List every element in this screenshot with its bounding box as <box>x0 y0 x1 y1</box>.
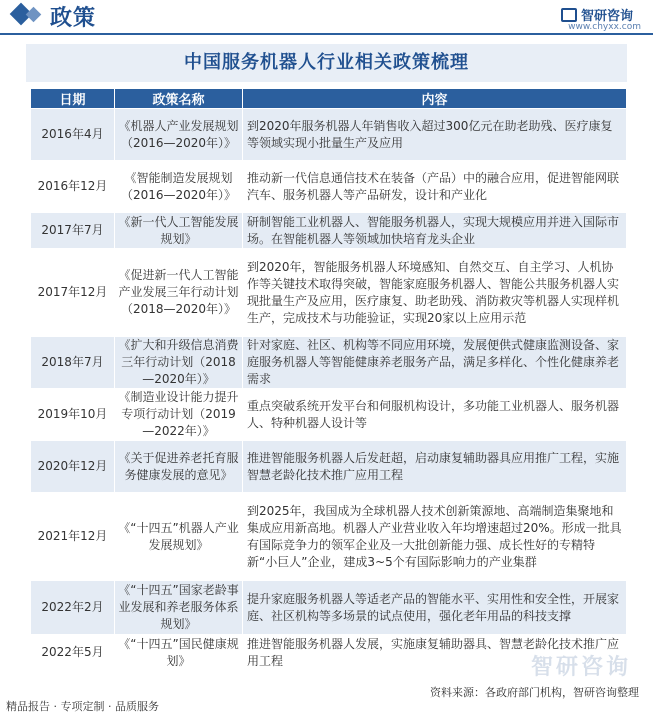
row-date: 2020年12月 <box>31 441 115 493</box>
row-policy-name: 《扩大和升级信息消费三年行动计划（2018—2020年）》 <box>115 337 243 389</box>
row-content: 提升家庭服务机器人等适老产品的智能水平、实用性和安全性，开展家庭、社区机构等多场景的试点使用，强化老年用品的科技支撑 <box>243 581 627 635</box>
row-date: 2016年12月 <box>31 161 115 213</box>
logo-icon <box>561 8 577 22</box>
footer-tagline: 精品报告 · 专项定制 · 品质服务 <box>6 700 159 713</box>
table-header-row <box>31 89 627 109</box>
column-header-name: 政策名称 <box>115 89 243 109</box>
row-date: 2021年12月 <box>31 493 115 581</box>
table-row <box>31 249 627 337</box>
section-title: 政策 <box>50 6 97 31</box>
logo-text: 智研咨询 <box>580 9 633 24</box>
row-date: 2017年12月 <box>31 249 115 337</box>
row-date: 2018年7月 <box>31 337 115 389</box>
row-content: 重点突破系统开发平台和伺服机构设计，多功能工业机器人、服务机器人、特种机器人设计等 <box>243 389 627 441</box>
row-date: 2022年5月 <box>31 635 115 671</box>
table-row <box>31 441 627 493</box>
row-date: 2016年4月 <box>31 109 115 161</box>
table-row <box>31 389 627 441</box>
row-policy-name: 《关于促进养老托育服务健康发展的意见》 <box>115 441 243 493</box>
row-content: 到2020年，智能服务机器人环境感知、自然交互、自主学习、人机协作等关键技术取得突破，智能家庭服务机器人、智能公共服务机器人实现批量生产及应用，医疗康复、助老助残、消防救灾等机器人实现样机生产，完成技术与功能验证，实现20家以上应用示范 <box>243 249 627 337</box>
row-content: 研制智能工业机器人、智能服务机器人，实现大规模应用并进入国际市场。在智能机器人等领域加快培育龙头企业 <box>243 213 627 249</box>
row-content: 到2025年，我国成为全球机器人技术创新策源地、高端制造集聚地和集成应用新高地。机器人产业营业收入年均增速超过20%。形成一批具有国际竞争力的领军企业及一大批创新能力强、成长性好的专精特新“小巨人”企业，建成3~5个有国际影响力的产业集群 <box>243 493 627 581</box>
table-row <box>31 337 627 389</box>
row-policy-name: 《智能制造发展规划（2016—2020年）》 <box>115 161 243 213</box>
row-policy-name: 《“十四五”国家老龄事业发展和养老服务体系规划》 <box>115 581 243 635</box>
source-note: 资料来源：各政府部门机构，智研咨询整理 <box>430 686 639 699</box>
row-date: 2022年2月 <box>31 581 115 635</box>
watermark: 智研咨询 <box>530 655 631 680</box>
policy-table <box>30 88 627 671</box>
page-title: 中国服务机器人行业相关政策梳理 <box>184 52 469 73</box>
row-content: 推进智能服务机器人发展，实施康复辅助器具、智慧老龄化技术推广应用工程 <box>243 635 627 671</box>
header-divider <box>0 33 653 35</box>
column-header-date: 日期 <box>31 89 115 109</box>
table-row <box>31 493 627 581</box>
row-date: 2017年7月 <box>31 213 115 249</box>
subtitle-bar <box>26 44 627 82</box>
row-policy-name: 《促进新一代人工智能产业发展三年行动计划（2018—2020年）》 <box>115 249 243 337</box>
row-policy-name: 《新一代人工智能发展规划》 <box>115 213 243 249</box>
table-row <box>31 213 627 249</box>
row-date: 2019年10月 <box>31 389 115 441</box>
row-policy-name: 《“十四五”国民健康规划》 <box>115 635 243 671</box>
table-row <box>31 161 627 213</box>
header <box>0 0 653 34</box>
row-content: 推进智能服务机器人后发赶超，启动康复辅助器具应用推广工程，实施智慧老龄化技术推广应用工程 <box>243 441 627 493</box>
row-policy-name: 《制造业设计能力提升专项行动计划（2019—2022年）》 <box>115 389 243 441</box>
site-url: www.chyxx.com <box>568 22 641 32</box>
row-content: 针对家庭、社区、机构等不同应用环境，发展便供式健康监测设备、家庭服务机器人等智能健康养老服务产品，满足多样化、个性化健康养老需求 <box>243 337 627 389</box>
row-content: 推动新一代信息通信技术在装备（产品）中的融合应用，促进智能网联汽车、服务机器人等产品研发，设计和产业化 <box>243 161 627 213</box>
row-policy-name: 《“十四五”机器人产业发展规划》 <box>115 493 243 581</box>
column-header-content: 内容 <box>243 89 627 109</box>
row-content: 到2020年服务机器人年销售收入超过300亿元在助老助残、医疗康复等领域实现小批量生产及应用 <box>243 109 627 161</box>
table-row <box>31 581 627 635</box>
table-row <box>31 109 627 161</box>
row-policy-name: 《机器人产业发展规划（2016—2020年）》 <box>115 109 243 161</box>
